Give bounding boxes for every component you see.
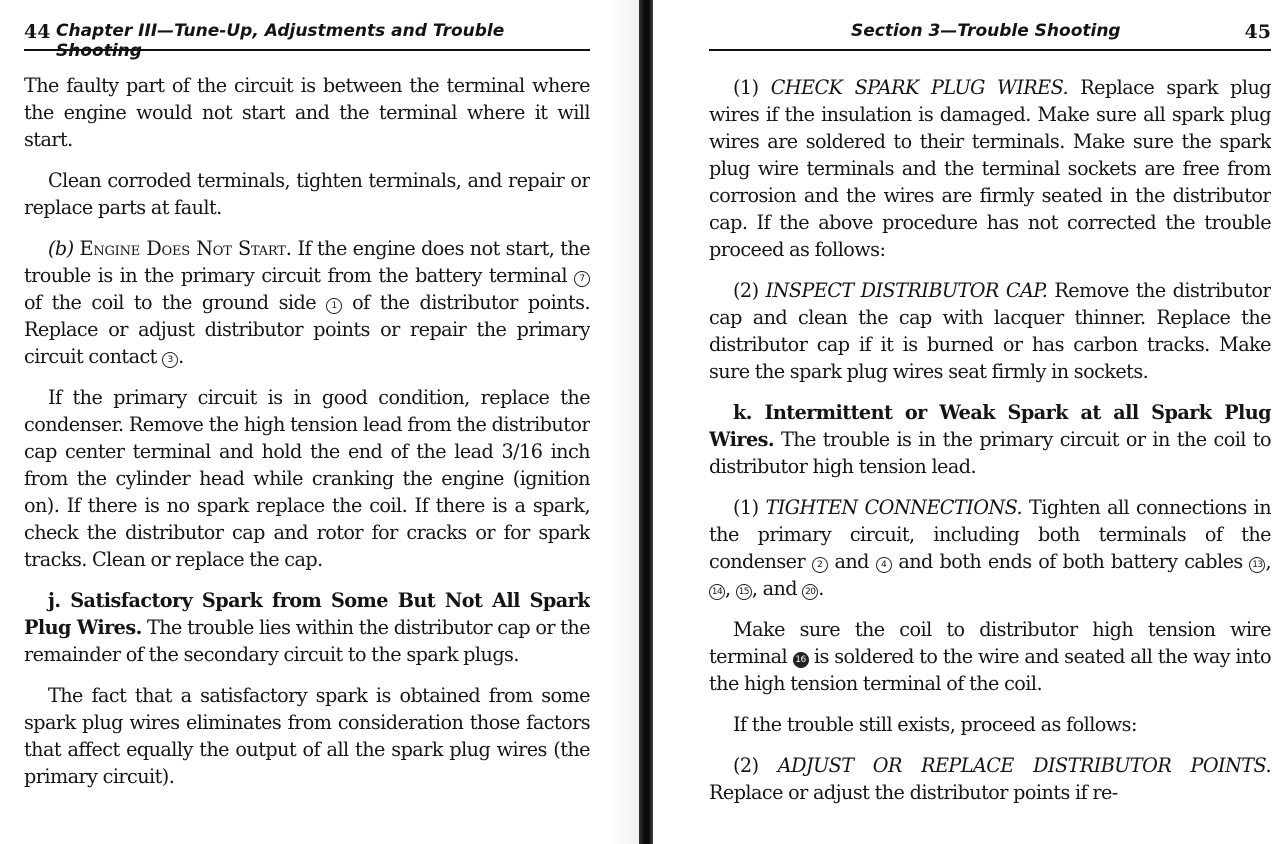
right-page <box>709 0 1271 844</box>
callout-14: 14 <box>709 584 725 600</box>
item-label: (1) <box>733 76 759 99</box>
right-header-title: Section 3—Trouble Shooting <box>851 21 1121 41</box>
right-page-body <box>709 51 1271 806</box>
paragraph-tighten-connections: (1) TIGHTEN CONNECTIONS. Tighten all connections in the primary circuit, including both terminals of the condenser 2 and 4 and both ends of both battery cables 13 , 14 , 15 , and 20 . <box>709 496 1271 600</box>
section-heading: Engine Does Not Start. <box>79 237 292 260</box>
item-label: (2) <box>733 754 759 777</box>
paragraph-engine-does-not-start: (b) Engine Does Not Start. If the engine does not start, the trouble is in the primary circuit from the battery terminal 7 of the coil to the ground side 1 of the distributor points. Replace or adjust distributor points or repair the primary circuit contact 3 . <box>24 237 590 368</box>
paragraph-satisfactory-spark-fact: The fact that a satisfactory spark is obtained from some spark plug wires eliminates from consideration those factors that affect equally the output of all the spark plug wires (the primary circuit). <box>24 684 590 788</box>
item-label: (2) <box>733 279 759 302</box>
step-heading: TIGHTEN CONNECTIONS. <box>765 496 1023 519</box>
left-page-header <box>24 0 590 61</box>
paragraph-trouble-still-exists: If the trouble still exists, proceed as follows: <box>733 713 1137 736</box>
section-heading: j. Satisfactory Spark from Some But Not All Spark Plug Wires. <box>24 589 590 639</box>
item-label: (b) <box>48 237 74 260</box>
right-page-number: 45 <box>1244 21 1271 43</box>
callout-4: 4 <box>876 557 892 573</box>
paragraph-primary-circuit-good: If the primary circuit is in good condition, replace the condenser. Remove the high tension lead from the distributor cap center terminal and hold the end of the lead 3/16 inch from the cylinder head while cranking the engine (ignition on). If there is no spark replace the coil. If there is a spark, check the distributor cap and rotor for cracks or for spark tracks. Clean or replace the cap. <box>24 386 590 571</box>
paragraph-inspect-distributor-cap: (2) INSPECT DISTRIBUTOR CAP. Remove the distributor cap and clean the cap with lacquer thinner. Replace the distributor cap if it is burned or has carbon tracks. Make sure the spark plug wires seat firmly in sockets. <box>709 279 1271 383</box>
item-label: (1) <box>733 496 759 519</box>
section-heading: k. Intermittent or Weak Spark at all Spark Plug Wires. <box>709 401 1271 451</box>
callout-1: 1 <box>326 298 342 314</box>
book-gutter <box>639 0 653 844</box>
callout-15: 15 <box>736 584 752 600</box>
paragraph-adjust-distributor-points: (2) ADJUST OR REPLACE DISTRIBUTOR POINTS. Replace or adjust the distributor points if re- <box>709 754 1271 804</box>
paragraph-satisfactory-spark: j. Satisfactory Spark from Some But Not All Spark Plug Wires. The trouble lies within the distributor cap or the remainder of the secondary circuit to the spark plugs. <box>24 589 590 666</box>
callout-20: 20 <box>802 584 818 600</box>
left-page-number: 44 <box>24 21 51 43</box>
step-heading: INSPECT DISTRIBUTOR CAP. <box>765 279 1048 302</box>
paragraph-faulty-circuit: The faulty part of the circuit is between the terminal where the engine would not start and the terminal where it will start. <box>24 74 590 151</box>
paragraph-intermittent-spark: k. Intermittent or Weak Spark at all Spark Plug Wires. The trouble is in the primary circuit or in the coil to distributor high tension lead. <box>709 401 1271 478</box>
paragraph-clean-terminals: Clean corroded terminals, tighten terminals, and repair or replace parts at fault. <box>24 169 590 219</box>
left-header-title: Chapter III—Tune-Up, Adjustments and Trouble Shooting <box>56 21 505 61</box>
callout-16: 16 <box>793 652 809 668</box>
gutter-shadow <box>610 0 639 844</box>
right-page-header <box>709 0 1271 51</box>
step-heading: CHECK SPARK PLUG WIRES. <box>770 76 1069 99</box>
paragraph-high-tension-terminal: Make sure the coil to distributor high tension wire terminal 16 is soldered to the wire and seated all the way into the high tension terminal of the coil. <box>709 618 1271 695</box>
paragraph-check-spark-plug-wires: (1) CHECK SPARK PLUG WIRES. Replace spark plug wires if the insulation is damaged. Make sure all spark plug wires are soldered to their terminals. Make sure the spark plug wire terminals and the terminal sockets are free from corrosion and the wires are firmly seated in the distributor cap. If the above procedure has not corrected the trouble proceed as follows: <box>709 76 1271 261</box>
callout-7: 7 <box>574 271 590 287</box>
callout-13: 13 <box>1249 557 1265 573</box>
callout-3: 3 <box>162 352 178 368</box>
callout-2: 2 <box>812 557 828 573</box>
left-page <box>24 0 590 844</box>
left-page-body <box>24 51 590 790</box>
step-heading: ADJUST OR REPLACE DISTRIBUTOR POINTS. <box>777 754 1271 777</box>
